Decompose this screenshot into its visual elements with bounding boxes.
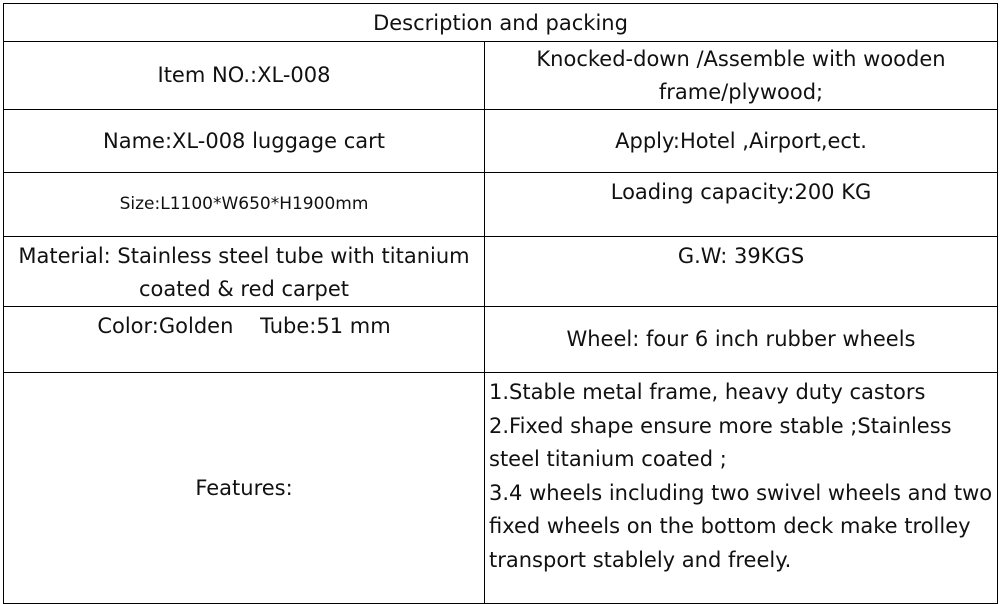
- gross-weight-cell: G.W: 39KGS: [485, 237, 998, 307]
- wheel-cell: Wheel: four 6 inch rubber wheels: [485, 307, 998, 373]
- feature-item: 3.4 wheels including two swivel wheels and two fixed wheels on the bottom deck make trolley transport stablely and freely.: [489, 480, 993, 572]
- feature-item: 2.Fixed shape ensure more stable ;Stainless steel titanium coated ;: [489, 413, 952, 471]
- description-packing-table: [3, 3, 998, 604]
- packing-cell: Knocked-down /Assemble with wooden frame/plywood;: [485, 42, 998, 110]
- features-list: [489, 376, 993, 577]
- loading-capacity-cell: Loading capacity:200 KG: [485, 173, 998, 237]
- features-label-cell: Features:: [4, 373, 485, 604]
- name-cell: Name:XL-008 luggage cart: [4, 110, 485, 173]
- size-cell: Size:L1100*W650*H1900mm: [4, 173, 485, 237]
- color-tube-cell: Color:Golden Tube:51 mm: [4, 307, 485, 373]
- item-number-cell: Item NO.:XL-008: [4, 42, 485, 110]
- material-cell: Material: Stainless steel tube with titanium coated & red carpet: [4, 237, 485, 307]
- features-list-cell: [485, 373, 998, 604]
- feature-item: 1.Stable metal frame, heavy duty castors: [489, 380, 926, 404]
- table-heading: Description and packing: [4, 4, 998, 42]
- apply-cell: Apply:Hotel ,Airport,ect.: [485, 110, 998, 173]
